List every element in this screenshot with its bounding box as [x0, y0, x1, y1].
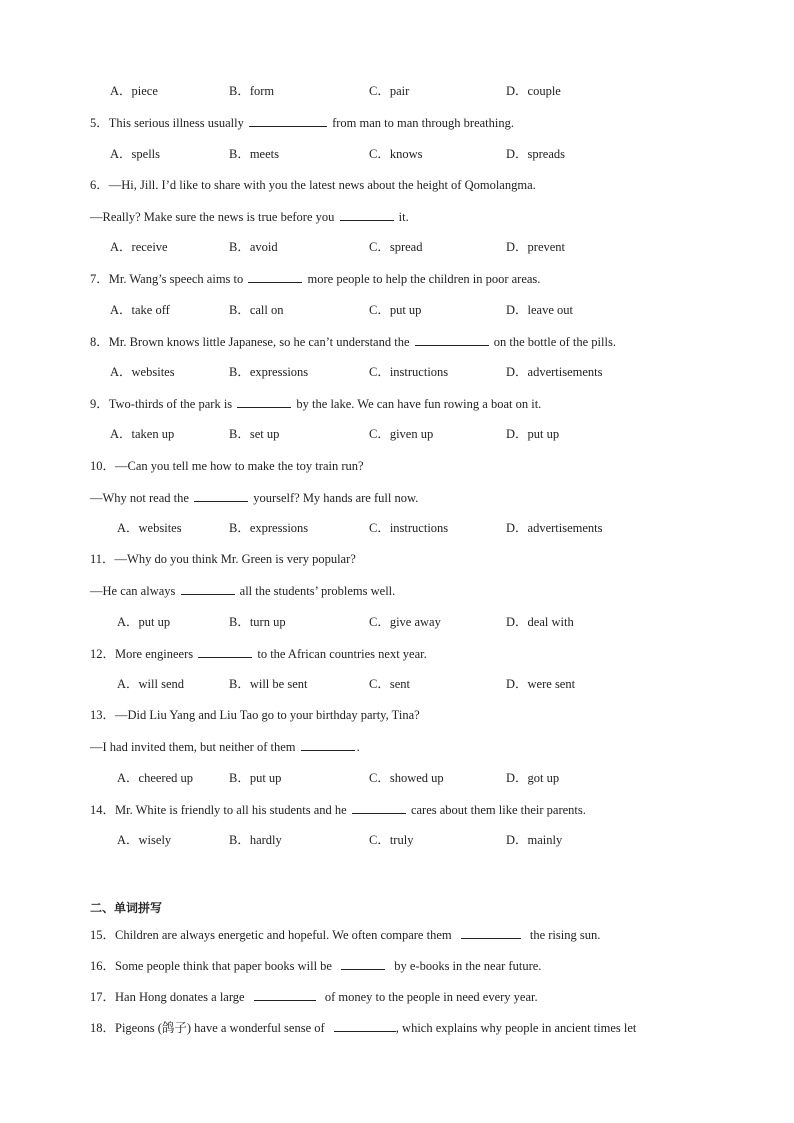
question-5: 5．This serious illness usually from man to man through breathing. [90, 116, 514, 130]
answer-blank [352, 801, 406, 814]
answer-blank [301, 738, 355, 751]
option-a[interactable]: A．wisely [117, 833, 172, 847]
option-c[interactable]: C．truly [369, 833, 414, 847]
option-c[interactable]: C．put up [369, 303, 422, 317]
option-a[interactable]: A．spells [110, 147, 161, 161]
option-b[interactable]: B．put up [229, 771, 282, 785]
option-b[interactable]: B．set up [229, 427, 280, 441]
question-12: 12．More engineers to the African countries next year. [90, 647, 427, 661]
option-c[interactable]: C．showed up [369, 771, 444, 785]
option-b[interactable]: B．call on [229, 303, 284, 317]
option-c[interactable]: C．give away [369, 615, 441, 629]
question-11-line-2: —He can always all the students’ problems well. [90, 584, 396, 598]
option-a[interactable]: A．take off [110, 303, 170, 317]
option-b[interactable]: B．expressions [229, 365, 309, 379]
option-c[interactable]: C．spread [369, 240, 423, 254]
option-b[interactable]: B．form [229, 84, 275, 98]
option-c[interactable]: C．instructions [369, 365, 449, 379]
option-a[interactable]: A．websites [110, 365, 175, 379]
option-b[interactable]: B．turn up [229, 615, 286, 629]
question-6-line-1: 6．—Hi, Jill. I’d like to share with you the latest news about the height of Qomolangma. [90, 178, 536, 192]
question-9: 9．Two-thirds of the park is by the lake. We can have fun rowing a boat on it. [90, 397, 542, 411]
question-14: 14．Mr. White is friendly to all his students and he cares about them like their parents. [90, 803, 586, 817]
question-7: 7．Mr. Wang’s speech aims to more people to help the children in poor areas. [90, 272, 541, 286]
option-c[interactable]: C．sent [369, 677, 410, 691]
answer-blank [340, 208, 394, 221]
question-15: 15．Children are always energetic and hopeful. We often compare them the rising sun. [90, 928, 601, 942]
section-heading: 二、单词拼写 [90, 901, 163, 915]
answer-blank [249, 114, 327, 127]
option-d[interactable]: D．put up [506, 427, 560, 441]
answer-blank[interactable] [334, 1019, 396, 1032]
option-a[interactable]: A．cheered up [117, 771, 194, 785]
answer-blank[interactable] [461, 926, 521, 939]
option-b[interactable]: B．avoid [229, 240, 278, 254]
question-11-line-1: 11．—Why do you think Mr. Green is very popular? [90, 552, 356, 566]
option-a[interactable]: A．put up [117, 615, 171, 629]
option-a[interactable]: A．will send [117, 677, 185, 691]
answer-blank [181, 582, 235, 595]
option-d[interactable]: D．mainly [506, 833, 563, 847]
option-a[interactable]: A．receive [110, 240, 168, 254]
answer-blank [194, 489, 248, 502]
option-c[interactable]: C．instructions [369, 521, 449, 535]
option-d[interactable]: D．were sent [506, 677, 576, 691]
option-b[interactable]: B．expressions [229, 521, 309, 535]
option-d[interactable]: D．leave out [506, 303, 573, 317]
answer-blank [415, 333, 489, 346]
option-b[interactable]: B．hardly [229, 833, 282, 847]
option-d[interactable]: D．spreads [506, 147, 566, 161]
option-d[interactable]: D．advertisements [506, 365, 603, 379]
option-a[interactable]: A．taken up [110, 427, 175, 441]
question-6-line-2: —Really? Make sure the news is true before you it. [90, 210, 409, 224]
option-b[interactable]: B．will be sent [229, 677, 308, 691]
question-13-line-1: 13．—Did Liu Yang and Liu Tao go to your birthday party, Tina? [90, 708, 420, 722]
option-a[interactable]: A．websites [117, 521, 182, 535]
question-17: 17．Han Hong donates a large of money to the people in need every year. [90, 990, 538, 1004]
answer-blank[interactable] [341, 957, 385, 970]
option-c[interactable]: C．pair [369, 84, 410, 98]
answer-blank[interactable] [254, 988, 316, 1001]
option-d[interactable]: D．deal with [506, 615, 574, 629]
option-d[interactable]: D．advertisements [506, 521, 603, 535]
question-13-line-2: —I had invited them, but neither of them . [90, 740, 360, 754]
option-a[interactable]: A．piece [110, 84, 158, 98]
answer-blank [237, 395, 291, 408]
answer-blank [198, 645, 252, 658]
answer-blank [248, 270, 302, 283]
option-b[interactable]: B．meets [229, 147, 279, 161]
option-d[interactable]: D．got up [506, 771, 560, 785]
question-10-line-1: 10．—Can you tell me how to make the toy train run? [90, 459, 364, 473]
option-d[interactable]: D．couple [506, 84, 561, 98]
question-16: 16．Some people think that paper books will be by e-books in the near future. [90, 959, 542, 973]
question-18: 18．Pigeons (鸽子) have a wonderful sense of , which explains why people in ancient times let [90, 1021, 637, 1035]
option-d[interactable]: D．prevent [506, 240, 566, 254]
option-c[interactable]: C．knows [369, 147, 423, 161]
question-8: 8．Mr. Brown knows little Japanese, so he can’t understand the on the bottle of the pills. [90, 335, 616, 349]
option-c[interactable]: C．given up [369, 427, 434, 441]
question-10-line-2: —Why not read the yourself? My hands are full now. [90, 491, 419, 505]
